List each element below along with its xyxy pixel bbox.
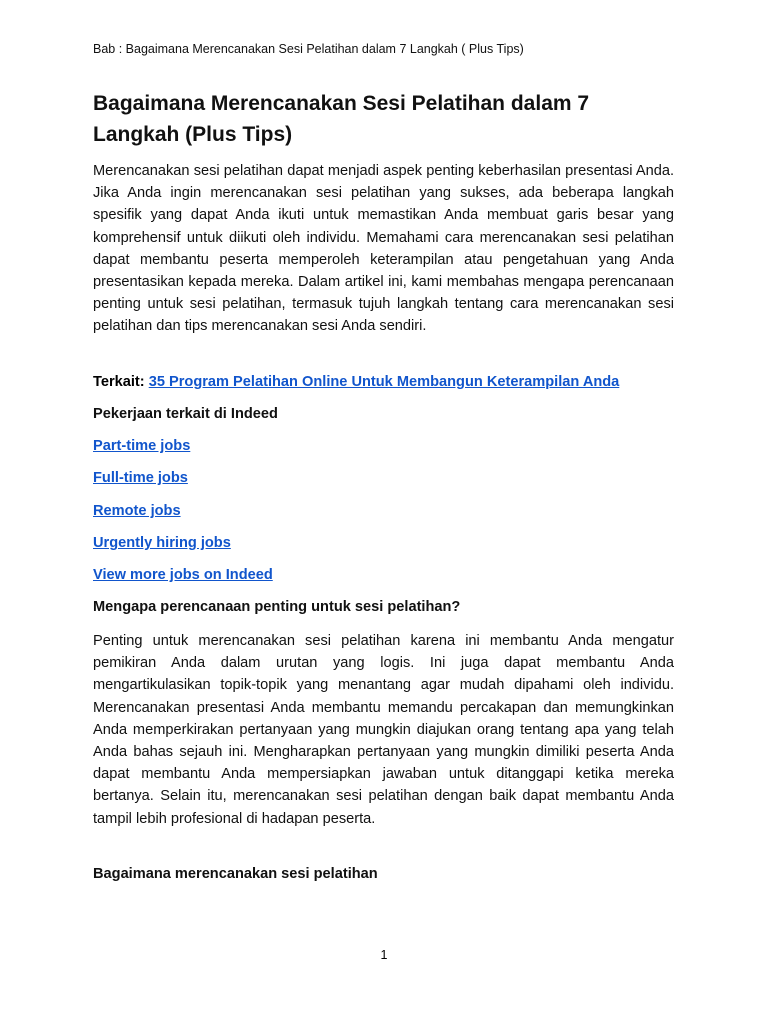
remote-jobs-link[interactable] (93, 503, 181, 519)
view-more-jobs-link-text[interactable]: View more jobs on Indeed (93, 567, 273, 583)
related-line (93, 374, 619, 390)
full-time-jobs-link[interactable] (93, 470, 188, 486)
related-label: Terkait: (93, 374, 145, 390)
part-time-jobs-link[interactable] (93, 438, 190, 454)
view-more-jobs-link[interactable] (93, 567, 273, 583)
section-heading: Mengapa perencanaan penting untuk sesi pelatihan? (93, 599, 461, 615)
full-time-jobs-link-text[interactable]: Full-time jobs (93, 470, 188, 486)
jobs-heading: Pekerjaan terkait di Indeed (93, 406, 278, 422)
document-title: Bagaimana Merencanakan Sesi Pelatihan dalam 7 Langkah (Plus Tips) (93, 92, 590, 146)
related-article-link[interactable]: 35 Program Pelatihan Online Untuk Membangun Keterampilan Anda (148, 374, 620, 390)
page-header: Bab : Bagaimana Merencanakan Sesi Pelatihan dalam 7 Langkah ( Plus Tips) (93, 42, 524, 56)
urgently-hiring-jobs-link[interactable] (93, 535, 231, 551)
page-number: 1 (380, 948, 388, 962)
remote-jobs-link-text[interactable]: Remote jobs (93, 503, 181, 519)
section-paragraph: Penting untuk merencanakan sesi pelatihan karena ini membantu Anda mengatur pemikiran Anda dalam urutan yang logis. Ini juga dapat membantu Anda mengartikulasikan topik-topik yang menantang agar mudah dipahami oleh individu. Merencanakan presentasi Anda membantu memandu percakapan dan memungkinkan Anda memperkirakan pertanyaan yang mungkin diajukan orang tentang apa yang telah Anda bahas sejauh ini. Mengharapkan pertanyaan yang mungkin dimiliki peserta Anda dapat membantu Anda mempersiapkan jawaban untuk ditanggapi ketika mereka bertanya. Selain itu, merencanakan sesi pelatihan dengan baik dapat membantu Anda tampil lebih profesional di hadapan peserta. (93, 633, 674, 827)
next-section-heading: Bagaimana merencanakan sesi pelatihan (93, 866, 378, 882)
intro-paragraph: Merencanakan sesi pelatihan dapat menjadi aspek penting keberhasilan presentasi Anda. Jika Anda ingin merencanakan sesi pelatihan yang sukses, ada beberapa langkah spesifik yang dapat Anda ikuti untuk memastikan Anda membuat garis besar yang komprehensif untuk diikuti oleh individu. Memahami cara merencanakan sesi pelatihan dapat membantu peserta memperoleh keterampilan atau pengetahuan yang Anda presentasikan kepada mereka. Dalam artikel ini, kami membahas mengapa perencanaan penting untuk sesi pelatihan, termasuk tujuh langkah tentang cara merencanakan sesi pelatihan dan tips merencanakan sesi Anda sendiri. (93, 163, 674, 335)
urgently-hiring-jobs-link-text[interactable]: Urgently hiring jobs (93, 535, 231, 551)
part-time-jobs-link-text[interactable]: Part-time jobs (93, 438, 191, 454)
